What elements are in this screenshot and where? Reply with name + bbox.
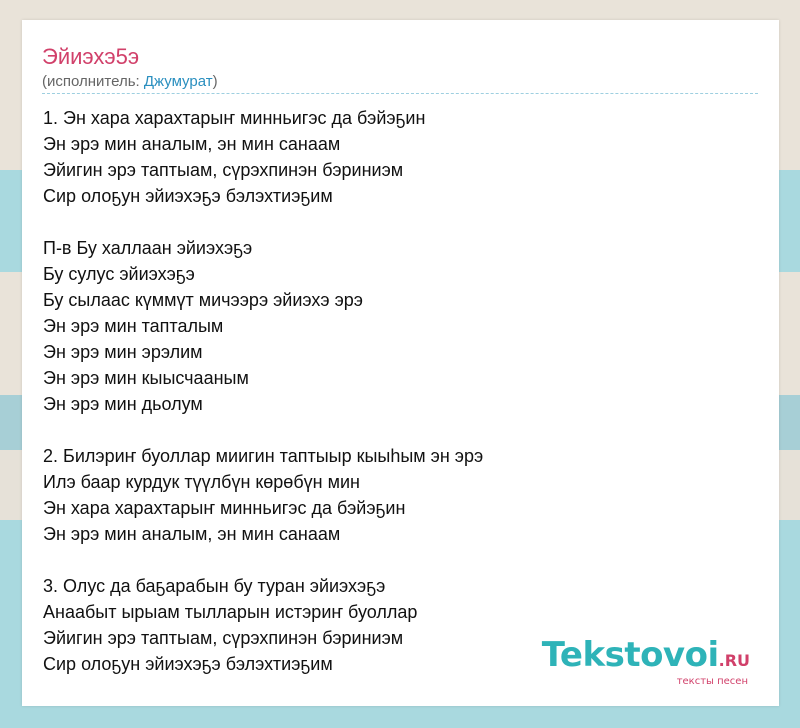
lyric-line: 2. Билэриҥ буоллар миигин таптыыр кыыһым эн эрэ [43,446,484,466]
performer-suffix: ) [212,73,218,90]
stanza-gap [43,417,763,443]
lyric-line: Сир олоҕун эйиэхэҕэ бэлэхтиэҕим [43,654,333,674]
logo-tld: .RU [718,651,750,670]
lyric-line: Эн эрэ мин кыысчааным [43,368,249,388]
lyric-line: Эн эрэ мин аналым, эн мин санаам [43,134,341,154]
logo-tagline: тексты песен [676,676,748,687]
lyric-line: Эн хара харахтарыҥ минньигэс да бэйэҕин [43,498,406,518]
logo-name: Tekstovoi [541,635,719,675]
header-divider [42,93,758,94]
lyric-line: Бу сулус эйиэхэҕэ [43,264,195,284]
lyric-line: Эйигин эрэ таптыам, сүрэхпинэн бэриниэм [43,628,404,648]
logo-wordmark [542,637,750,679]
lyric-line: Эн эрэ мин аналым, эн мин санаам [43,524,341,544]
lyric-line: Эйигин эрэ таптыам, сүрэхпинэн бэриниэм [43,160,404,180]
lyric-line: 3. Олус да баҕарабын бу туран эйиэхэҕэ [43,576,386,596]
lyric-line: П-в Бу халлаан эйиэхэҕэ [43,238,253,258]
lyrics-text [43,105,763,677]
site-logo[interactable] [542,637,750,687]
performer-link[interactable]: Джумурат [143,73,213,90]
lyric-line: Анаабыт ырыам тылларын истэриҥ буоллар [43,602,418,622]
lyric-line: Илэ баар курдук түүлбүн көрөбүн мин [43,472,360,492]
stanza-gap [43,547,763,573]
performer-prefix: (исполнитель: [42,73,144,90]
lyric-line: 1. Эн хара харахтарыҥ минньигэс да бэйэҕин [43,108,426,128]
lyrics-card [22,20,779,706]
lyric-line: Бу сылаас күммүт мичээрэ эйиэхэ эрэ [43,290,363,310]
lyric-line: Сир олоҕун эйиэхэҕэ бэлэхтиэҕим [43,186,333,206]
stanza-gap [43,209,763,235]
lyric-line: Эн эрэ мин тапталым [43,316,224,336]
lyric-line: Эн эрэ мин дьолум [43,394,203,414]
lyric-line: Эн эрэ мин эрэлим [43,342,203,362]
song-title: Эйиэхэ5э [42,44,140,69]
performer-line [42,73,218,91]
